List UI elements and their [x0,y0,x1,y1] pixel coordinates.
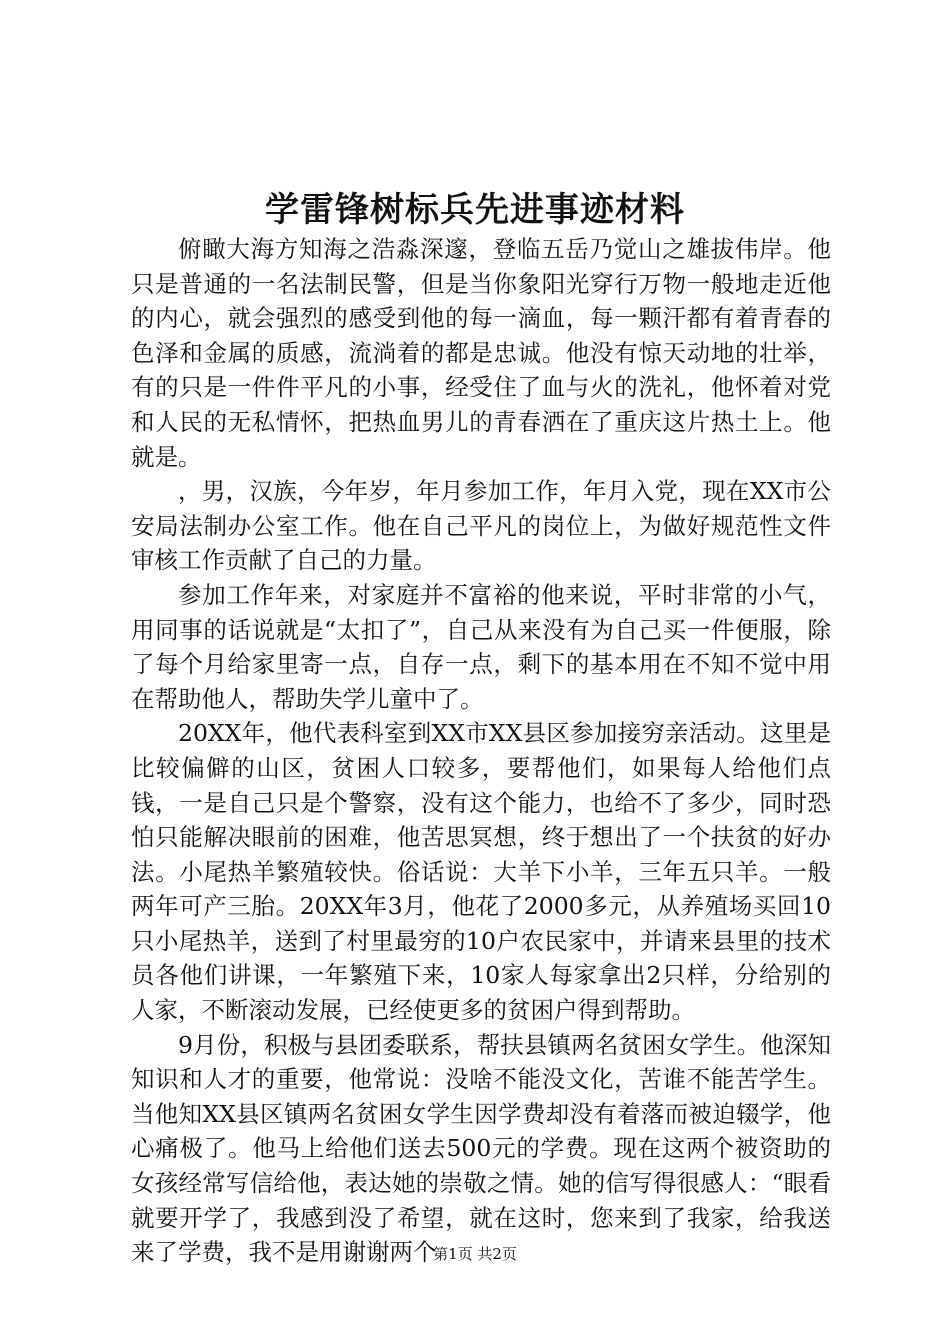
paragraph-2: ，男，汉族，今年岁，年月参加工作，年月入党，现在XX市公安局法制办公室工作。他在自己平凡的岗位上，为做好规范性文件审核工作贡献了自己的力量。 [131,477,831,575]
paragraph-5: 9月份，积极与县团委联系，帮扶县镇两名贫困女学生。他深知知识和人才的重要，他常说：没啥不能没文化，苦谁不能苦学生。当他知XX县区镇两名贫困女学生因学费却没有着落而被迫辍学，他心痛极了。他马上给他们送去500元的学费。现在这两个被资助的女孩经常写信给他，表达她的崇敬之情。她的信写得很感人：“眼看就要开学了，我感到没了希望，就在这时，您来到了我家，给我送来了学费，我不是用谢谢两个 [131,1030,831,1267]
document-title: 学雷锋树标兵先进事迹材料 [265,190,685,230]
paragraph-4: 20XX年，他代表科室到XX市XX县区参加接穷亲活动。这里是比较偏僻的山区，贫困人口较多，要帮他们，如果每人给他们点钱，一是自己只是个警察，没有这个能力，也给不了多少，同时恐怕只能解决眼前的困难，他苦思冥想，终于想出了一个扶贫的好办法。小尾热羊繁殖较快。俗话说：大羊下小羊，三年五只羊。一般两年可产三胎。20XX年3月，他花了2000多元，从养殖场买回10只小尾热羊，送到了村里最穷的10户农民家中，并请来县里的技术员各他们讲课，一年繁殖下来，10家人每家拿出2只样，分给别的人家，不断滚动发展，已经使更多的贫困户得到帮助。 [131,719,831,1025]
paragraph-3: 参加工作年来，对家庭并不富裕的他来说，平时非常的小气，用同事的话说就是“太扣了”，自己从来没有为自己买一件便服，除了每个月给家里寄一点，自存一点，剩下的基本用在不知不觉中用在帮助他人，帮助失学儿童中了。 [131,580,831,713]
paragraph-1: 俯瞰大海方知海之浩淼深邃，登临五岳乃觉山之雄拔伟岸。他只是普通的一名法制民警，但是当你象阳光穿行万物一般地走近他的内心，就会强烈的感受到他的每一滴血，每一颗汗都有着青春的色泽和金属的质感，流淌着的都是忠诚。他没有惊天动地的壮举，有的只是一件件平凡的小事，经受住了血与火的洗礼，他怀着对党和人民的无私情怀，把热血男儿的青春洒在了重庆这片热土上。他就是。 [131,235,831,471]
document-body [131,232,831,1270]
page-number-footer: 第1页 共2页 [433,1245,517,1263]
